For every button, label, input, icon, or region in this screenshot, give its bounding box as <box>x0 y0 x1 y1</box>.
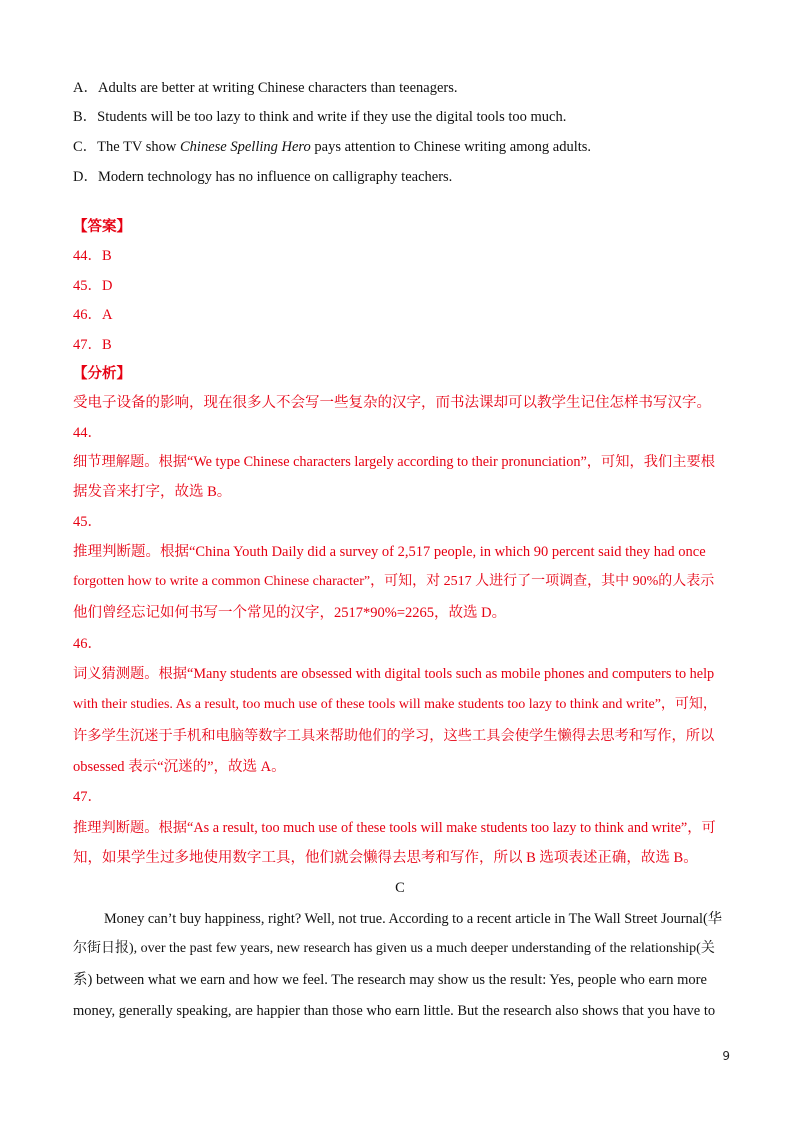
page-number: 9 <box>722 1049 730 1063</box>
q45-explanation: 推理判断题。根据“China Youth Daily did a survey of 2,517 people, in which 90 percent said they had once <box>73 544 706 560</box>
q44-explanation: 据发音来打字，故选 B。 <box>73 484 232 500</box>
passage-line: money, generally speaking, are happier than those who earn little. But the research also shows that you have to <box>73 1003 716 1019</box>
q46-explanation: obsessed 表示“沉迷的”，故选 A。 <box>73 759 286 775</box>
passage-line: 系) between what we earn and how we feel. The research may show us the result: Yes, people who earn more <box>73 972 707 988</box>
analysis-heading: 【分析】 <box>73 366 131 382</box>
option-b: B．Students will be too lazy to think and write if they use the digital tools too much. <box>73 109 567 125</box>
q45-number: 45． <box>73 514 102 530</box>
q44-explanation: 细节理解题。根据“We type Chinese characters largely according to their pronunciation”，可知，我们主要根 <box>73 454 716 470</box>
q44-number: 44． <box>73 425 102 441</box>
passage-line: Money can’t buy happiness, right? Well, not true. According to a recent article in The Wall Street Journal(华 <box>104 911 722 927</box>
passage-label: C <box>395 880 405 896</box>
q46-explanation: 许多学生沉迷于手机和电脑等数字工具来帮助他们的学习，这些工具会使学生懒得去思考和写作，所以 <box>73 728 715 744</box>
option-c-prefix: C．The TV show <box>73 139 181 155</box>
q46-explanation: 词义猜测题。根据“Many students are obsessed with digital tools such as mobile phones and computers to help <box>73 666 715 682</box>
q47-number: 47． <box>73 789 102 805</box>
q45-explanation: forgotten how to write a common Chinese character”，可知，对 2517 人进行了一项调查，其中 90%的人表示 <box>73 574 715 589</box>
q47-explanation: 知，如果学生过多地使用数字工具，他们就会懒得去思考和写作，所以 B 选项表述正确，故选 B。 <box>73 850 698 866</box>
answer-heading: 【答案】 <box>73 219 131 235</box>
answer-item: 47．B <box>73 337 112 353</box>
q46-explanation: with their studies. As a result, too much use of these tools will make students too lazy to think and write”，可知， <box>73 697 717 712</box>
option-c-suffix: pays attention to Chinese writing among adults. <box>310 139 592 155</box>
analysis-summary: 受电子设备的影响，现在很多人不会写一些复杂的汉字，而书法课却可以教学生记住怎样书写汉字。 <box>73 395 711 411</box>
q47-explanation: 推理判断题。根据“As a result, too much use of these tools will make students too lazy to think and write”，可 <box>73 820 716 836</box>
answer-item: 44．B <box>73 248 112 264</box>
option-c-show-title: Chinese Spelling Hero <box>180 139 311 155</box>
option-a: A．Adults are better at writing Chinese characters than teenagers. <box>73 80 458 96</box>
option-c <box>73 137 723 157</box>
q45-explanation: 他们曾经忘记如何书写一个常见的汉字，2517*90%=2265，故选 D。 <box>73 605 507 621</box>
q46-number: 46． <box>73 636 102 652</box>
answer-item: 45．D <box>73 278 113 294</box>
passage-line: 尔街日报), over the past few years, new research has given us a much deeper understanding of the relationship(关 <box>73 941 715 956</box>
option-d: D．Modern technology has no influence on calligraphy teachers. <box>73 169 453 185</box>
answer-item: 46．A <box>73 307 113 323</box>
